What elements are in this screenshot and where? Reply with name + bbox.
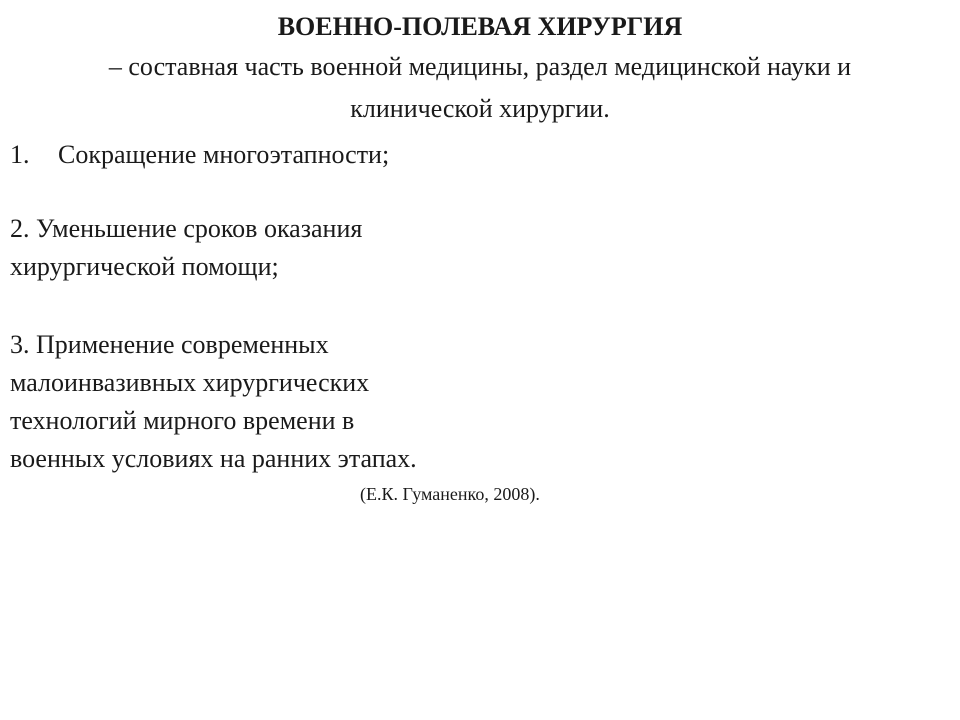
list-item-3-line-4: военных условиях на ранних этапах. — [10, 444, 417, 473]
citation: (Е.К. Гуманенко, 2008). — [360, 484, 540, 504]
list-item-1-text: Сокращение многоэтапности; — [58, 140, 390, 169]
slide-subtitle — [20, 46, 940, 130]
subtitle-line-1: – составная часть военной медицины, раздел медицинской науки и — [108, 52, 852, 81]
list-item-2-line-2: хирургической помощи; — [10, 252, 279, 281]
list-item-3 — [10, 326, 417, 478]
list-item-3-line-1: 3. Применение современных — [10, 330, 329, 359]
list-item-1 — [10, 136, 389, 174]
list-item-3-line-2: малоинвазивных хирургических — [10, 368, 370, 397]
list-item-2-line-1: 2. Уменьшение сроков оказания — [10, 214, 363, 243]
list-item-1-number: 1. — [10, 140, 30, 169]
subtitle-line-2: клинической хирургии. — [350, 94, 610, 123]
slide-title: ВОЕННО-ПОЛЕВАЯ ХИРУРГИЯ — [277, 12, 683, 41]
list-item-2 — [10, 210, 362, 286]
list-item-3-line-3: технологий мирного времени в — [10, 406, 355, 435]
